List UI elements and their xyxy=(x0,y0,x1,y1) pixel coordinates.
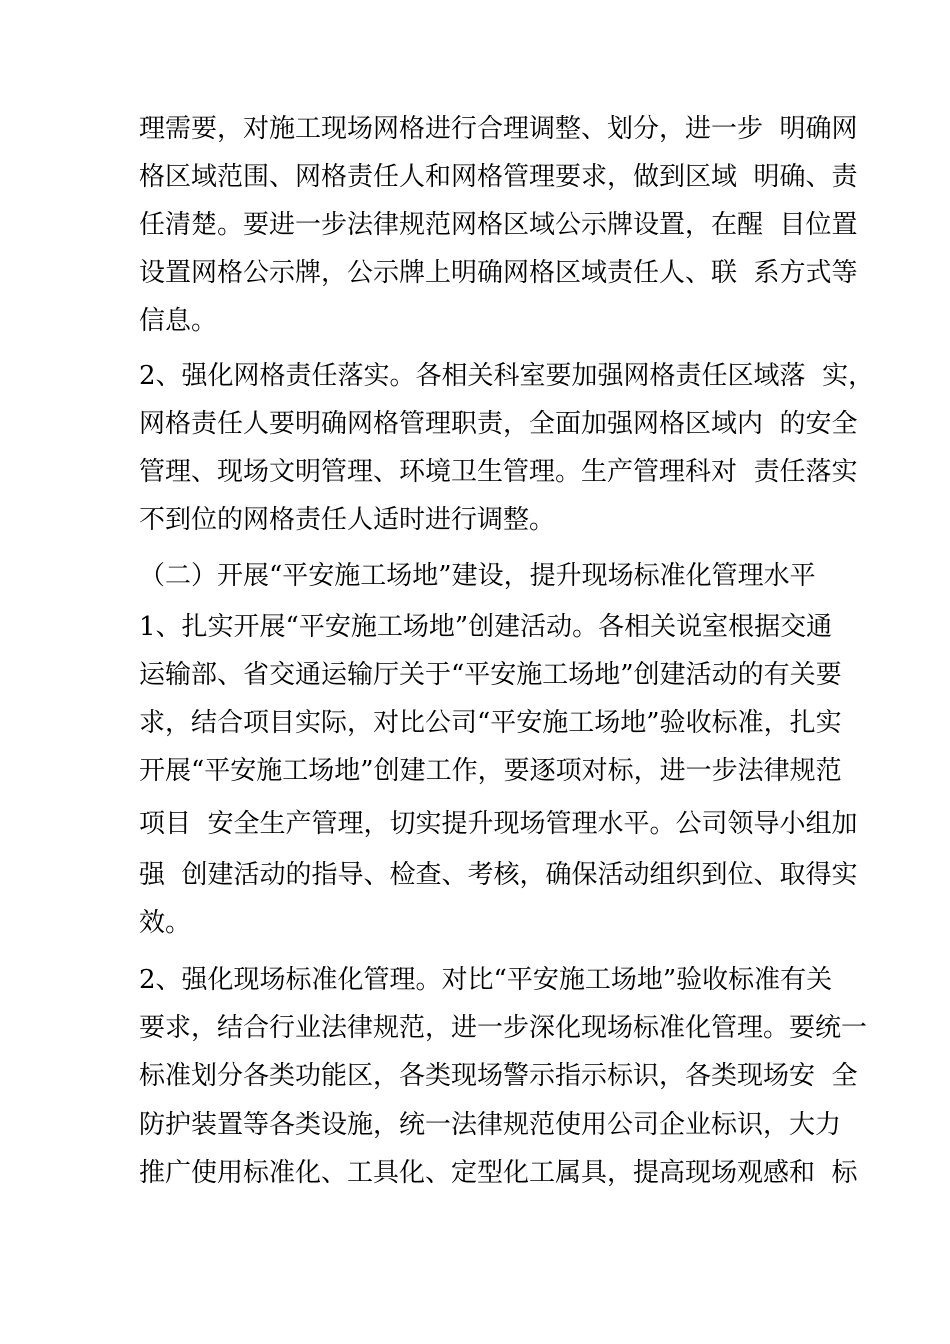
paragraph-line: 项目 安全生产管理，切实提升现场管理水平。公司领导小组加 xyxy=(139,809,858,839)
paragraph-line: 效。 xyxy=(139,908,192,938)
paragraph-line: 求，结合项目实际，对比公司“平安施工场地”验收标准，扎实 xyxy=(139,708,842,738)
paragraph-line: 任清楚。要进一步法律规范网格区域公示牌设置，在醒 目位置 xyxy=(139,210,858,240)
paragraph-line: 格区域范围、网格责任人和网格管理要求，做到区域 明确、责 xyxy=(139,162,858,192)
paragraph-line: 要求，结合行业法律规范，进一步深化现场标准化管理。要统一 xyxy=(139,1013,868,1043)
paragraph-line: 运输部、省交通运输厅关于“平安施工场地”创建活动的有关要 xyxy=(139,660,842,690)
paragraph-line: 信息。 xyxy=(139,306,218,336)
paragraph-line: 网格责任人要明确网格管理职责，全面加强网格区域内 的安全 xyxy=(139,409,858,439)
paragraph-line: 理需要，对施工现场网格进行合理调整、划分，进一步 明确网 xyxy=(139,114,858,144)
paragraph-line: 管理、现场文明管理、环境卫生管理。生产管理科对 责任落实 xyxy=(139,457,858,487)
paragraph-line: 推广使用标准化、工具化、定型化工属具，提高现场观感和 标 xyxy=(139,1158,858,1188)
paragraph-line: 防护装置等各类设施，统一法律规范使用公司企业标识，大力 xyxy=(139,1110,842,1140)
paragraph-line: 2、强化网格责任落实。各相关科室要加强网格责任区域落 实， xyxy=(139,361,875,391)
paragraph-line: 开展“平安施工场地”创建工作，要逐项对标，进一步法律规范 xyxy=(139,756,842,786)
paragraph-line: 强 创建活动的指导、检查、考核，确保活动组织到位、取得实 xyxy=(139,860,858,890)
paragraph-line: 2、强化现场标准化管理。对比“平安施工场地”验收标准有关 xyxy=(139,965,833,995)
paragraph-line: 1、扎实开展“平安施工场地”创建活动。各相关说室根据交通 xyxy=(139,612,833,642)
paragraph-line: 不到位的网格责任人适时进行调整。 xyxy=(139,505,556,535)
paragraph-line: 标准划分各类功能区，各类现场警示指示标识，各类现场安 全 xyxy=(139,1061,858,1091)
section-heading: （二）开展“平安施工场地”建设，提升现场标准化管理水平 xyxy=(139,561,816,591)
paragraph-line: 设置网格公示牌，公示牌上明确网格区域责任人、联 系方式等 xyxy=(139,258,858,288)
